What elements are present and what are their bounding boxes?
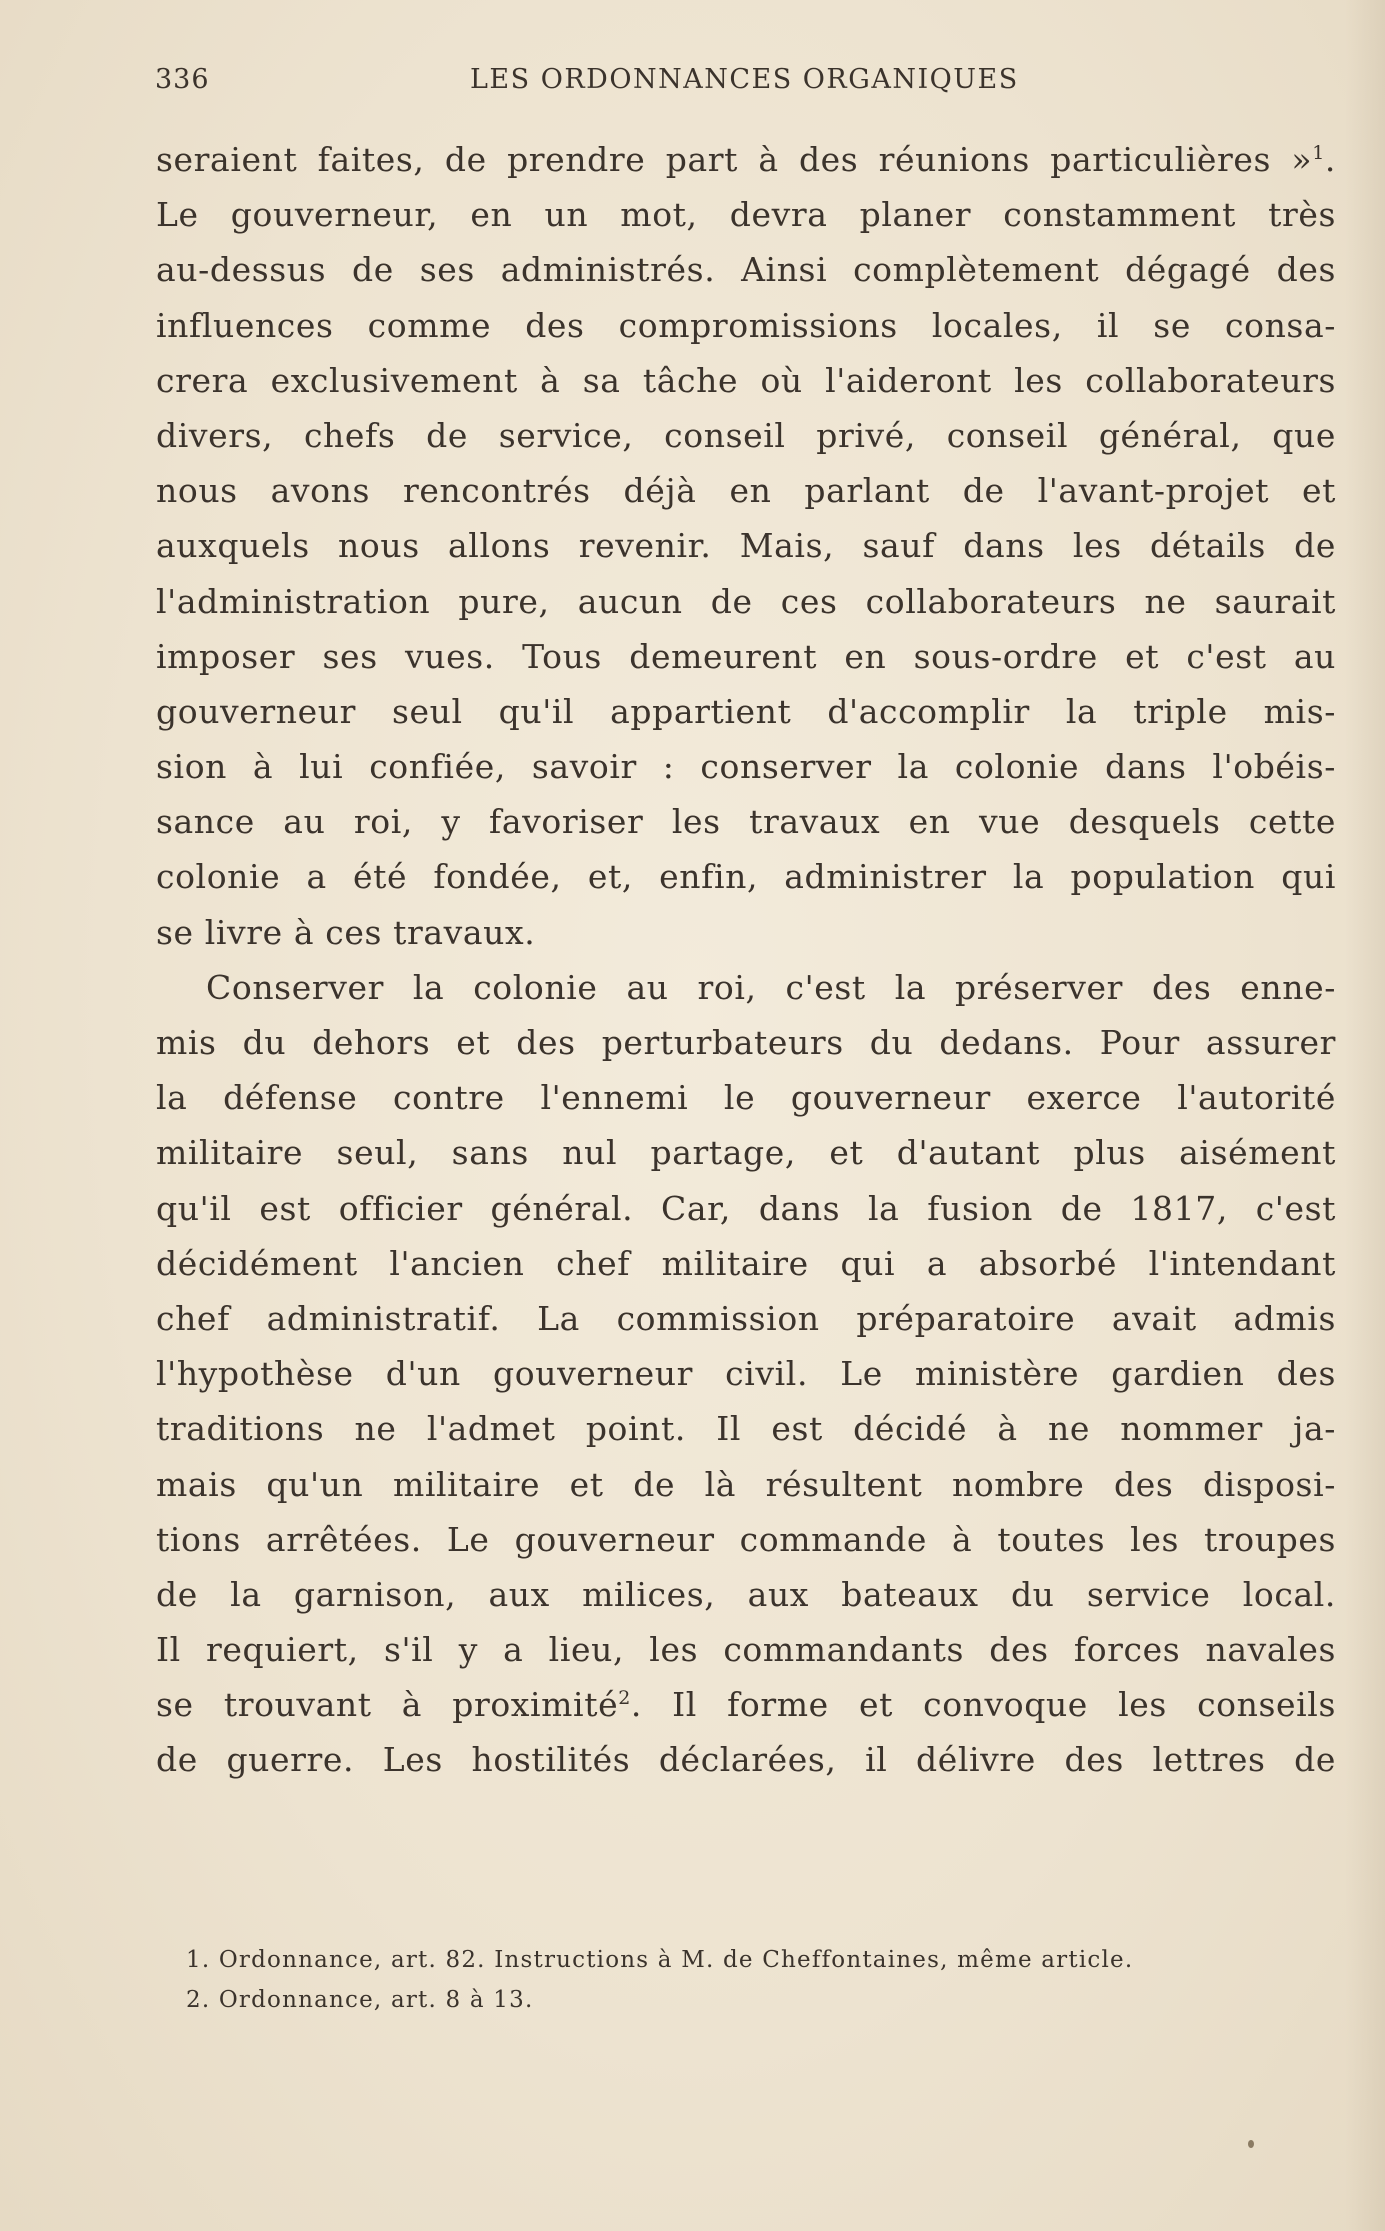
text-line: traditions ne l'admet point. Il est décidé à ne nommer ja- <box>156 1409 1336 1449</box>
text-line: crera exclusivement à sa tâche où l'aideront les collaborateurs <box>156 360 1336 400</box>
page-edge-shadow <box>1345 0 1385 2231</box>
text-line: qu'il est officier général. Car, dans la fusion de 1817, c'est <box>156 1188 1336 1228</box>
text-line: au-dessus de ses administrés. Ainsi complètement dégagé des <box>156 250 1336 290</box>
text-line: chef administratif. La commission préparatoire avait admis <box>156 1298 1336 1338</box>
page-header <box>155 58 1335 108</box>
text-line: seraient faites, de prendre part à des réunions particulières »$^1$. <box>156 140 1336 179</box>
text-line-paragraph-start: Conserver la colonie au roi, c'est la préserver des enne- <box>206 967 1336 1007</box>
text-line: nous avons rencontrés déjà en parlant de l'avant-projet et <box>156 471 1336 511</box>
text-line: l'hypothèse d'un gouverneur civil. Le ministère gardien des <box>156 1354 1336 1394</box>
text-line: divers, chefs de service, conseil privé, conseil général, que <box>156 415 1336 455</box>
text-line: auxquels nous allons revenir. Mais, sauf dans les détails de <box>156 526 1336 566</box>
text-line: décidément l'ancien chef militaire qui a absorbé l'intendant <box>156 1243 1336 1283</box>
text-line: imposer ses vues. Tous demeurent en sous-ordre et c'est au <box>156 636 1336 676</box>
text-line: de guerre. Les hostilités déclarées, il délivre des lettres de <box>156 1740 1336 1780</box>
text-line-content: se trouvant à proximité <box>156 1685 619 1725</box>
text-line-content: seraient faites, de prendre part à des réunions particulières » <box>156 140 1313 179</box>
body-text <box>156 132 1336 1788</box>
text-line: gouverneur seul qu'il appartient d'accomplir la triple mis- <box>156 691 1336 731</box>
text-line: colonie a été fondée, et, enfin, administrer la population qui <box>156 857 1336 897</box>
text-line: sance au roi, y favoriser les travaux en vue desquels cette <box>156 802 1336 842</box>
text-line: Il requiert, s'il y a lieu, les commandants des forces navales <box>156 1630 1336 1670</box>
text-line: militaire seul, sans nul partage, et d'autant plus aisément <box>156 1133 1336 1173</box>
text-line: sion à lui confiée, savoir : conserver la colonie dans l'obéis- <box>156 747 1336 787</box>
page-number: 336 <box>155 64 210 95</box>
text-line: tions arrêtées. Le gouverneur commande à toutes les troupes <box>156 1519 1336 1559</box>
footnote-ref-1: 1 <box>1312 142 1325 164</box>
footnote-ref-2: 2 <box>618 1687 631 1710</box>
footnote-2: 2. Ordonnance, art. 8 à 13. <box>186 1987 534 2013</box>
text-line <box>156 1677 1336 1732</box>
text-line: influences comme des compromissions locales, il se consa- <box>156 305 1336 345</box>
text-line: de la garnison, aux milices, aux bateaux du service local. <box>156 1574 1336 1614</box>
text-line-content-rest: . Il forme et convoque les conseils <box>630 1685 1336 1725</box>
text-line: se livre à ces travaux. <box>156 912 536 952</box>
text-line: l'administration pure, aucun de ces collaborateurs ne saurait <box>156 581 1336 621</box>
text-line: Le gouverneur, en un mot, devra planer constamment très <box>156 195 1336 235</box>
running-head: LES ORDONNANCES ORGANIQUES <box>470 64 1019 95</box>
text-line: mis du dehors et des perturbateurs du dedans. Pour assurer <box>156 1023 1336 1062</box>
ink-speck <box>1248 2140 1254 2148</box>
text-line: mais qu'un militaire et de là résultent nombre des disposi- <box>156 1464 1336 1504</box>
text-line: la défense contre l'ennemi le gouverneur exerce l'autorité <box>156 1078 1336 1118</box>
footnote-1: 1. Ordonnance, art. 82. Instructions à M. de Cheffontaines, même article. <box>186 1947 1134 1973</box>
footnotes <box>186 1940 1336 2020</box>
